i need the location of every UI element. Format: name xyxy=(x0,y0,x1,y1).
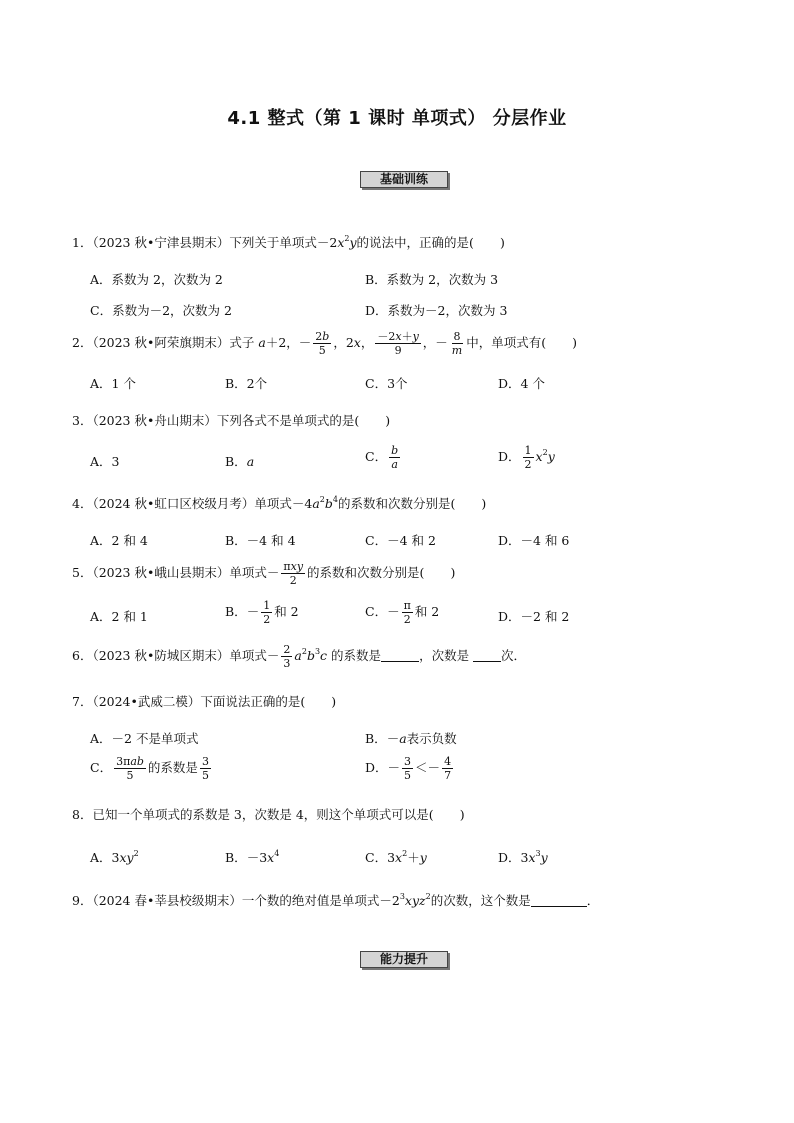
question-9: 9．（2024 春•莘县校级期末）一个数的绝对值是单项式$-2^3xyz^2$的次数，这个数是 ． xyxy=(72,892,600,908)
q7-option-c[interactable]: C． $\frac{\text{3πab}}{5}$ 的系数是 $\frac{3}{5}$ xyxy=(90,755,209,782)
q5-option-b[interactable]: B．－ $\frac{1}{2}$ 和 2 xyxy=(225,599,299,626)
q3-option-b[interactable]: B．a xyxy=(225,454,255,469)
q2-option-b[interactable]: B．2个 xyxy=(225,376,268,391)
q4-option-b[interactable]: B．－4 和 4 xyxy=(225,533,296,548)
q1-option-a[interactable]: A．系数为 2，次数为 2 xyxy=(90,272,223,287)
q7-option-b[interactable]: B．－a表示负数 xyxy=(365,731,457,746)
q1-option-c[interactable]: C．系数为－2，次数为 2 xyxy=(90,303,232,318)
q8-option-a[interactable]: A．$3xy^2$ xyxy=(90,849,139,865)
q4-option-a[interactable]: A．2 和 4 xyxy=(90,533,148,548)
section-basic-badge: 基础训练 xyxy=(360,171,448,188)
q9-blank-answer[interactable] xyxy=(531,894,587,907)
q3-option-d[interactable]: D． $\frac{1}{2}$ $x^2y$ xyxy=(498,444,555,471)
q1-option-b[interactable]: B．系数为 2，次数为 3 xyxy=(365,272,499,287)
page-title: 4.1 整式（第 1 课时 单项式） 分层作业 xyxy=(227,108,567,129)
q9-expr: $-2^3xyz^2$ xyxy=(379,892,431,908)
q2-option-d[interactable]: D．4 个 xyxy=(498,376,545,391)
q1-expr: $-2x^2y$ xyxy=(316,234,357,250)
q3-option-a[interactable]: A．3 xyxy=(90,454,120,469)
question-1: 1．（2023 秋•宁津县期末）下列关于单项式$-2x^2y$的说法中，正确的是( ) xyxy=(72,234,505,250)
q3-option-c[interactable]: C． $\frac{b}{a}$ xyxy=(365,444,399,471)
q5-option-a[interactable]: A．2 和 1 xyxy=(90,609,148,624)
q7-option-a[interactable]: A．－2 不是单项式 xyxy=(90,731,199,746)
question-2: 2．（2023 秋•阿荣旗期末）式子 a＋2，－ $\frac{2b}{5}$ ，2x， $\frac{-2x+y}{9}$ ，－ $\frac{8}{m}$ 中，单项式有( ) xyxy=(72,330,578,357)
q8-option-d[interactable]: D．$3x^3y$ xyxy=(498,849,548,865)
section-advanced-badge: 能力提升 xyxy=(360,951,448,968)
question-7: 7．（2024•武威二模）下面说法正确的是( ) xyxy=(72,694,337,709)
q6-blank-degree[interactable] xyxy=(473,649,501,662)
question-6: 6．（2023 秋•防城区期末）单项式－ $\frac{2}{3}$ $a^2b^3c$ 的系数是 ，次数是 次． xyxy=(72,643,527,670)
q1-stem: 1．（2023 秋•宁津县期末）下列关于单项式 xyxy=(72,235,317,250)
q2-expressions: a＋2，－ $\frac{2b}{5}$ ，2x， $\frac{-2x+y}{9}$ ，－ $\frac{8}{m}$ xyxy=(258,330,463,357)
q6-blank-coefficient[interactable] xyxy=(381,649,419,662)
q8-option-b[interactable]: B．$-3x^4$ xyxy=(225,849,280,865)
q4-expr: $-4a^2b^4$ xyxy=(291,495,338,511)
q5-expr: $\frac{\text{πxy}}{2}$ xyxy=(283,560,304,587)
q1-option-d[interactable]: D．系数为－2，次数为 3 xyxy=(365,303,508,318)
q2-stem: 2．（2023 秋•阿荣旗期末）式子 xyxy=(72,335,255,350)
q6-expr: $\frac{2}{3}$ xyxy=(283,643,291,670)
q8-option-c[interactable]: C．$3x^2+y$ xyxy=(365,849,427,865)
q2-option-c[interactable]: C．3个 xyxy=(365,376,408,391)
q4-option-c[interactable]: C．－4 和 2 xyxy=(365,533,436,548)
question-3: 3．（2023 秋•舟山期末）下列各式不是单项式的是( ) xyxy=(72,413,391,428)
q7-option-d[interactable]: D．－ $\frac{3}{5}$ ＜－ $\frac{4}{7}$ xyxy=(365,755,452,782)
question-4: 4．（2024 秋•虹口区校级月考）单项式$-4a^2b^4$的系数和次数分别是( ) xyxy=(72,495,487,511)
q5-option-c[interactable]: C．－ $\frac{\pi}{2}$ 和 2 xyxy=(365,599,440,626)
question-5: 5．（2023 秋•峨山县期末）单项式－ $\frac{\text{πxy}}{2}$ 的系数和次数分别是( ) xyxy=(72,560,456,587)
q4-option-d[interactable]: D．－4 和 6 xyxy=(498,533,570,548)
q1-stem-tail: 的说法中，正确的是( xyxy=(356,235,474,250)
q5-option-d[interactable]: D．－2 和 2 xyxy=(498,609,570,624)
question-8: 8．已知一个单项式的系数是 3，次数是 4，则这个单项式可以是( ) xyxy=(72,807,465,822)
q2-option-a[interactable]: A．1 个 xyxy=(90,376,136,391)
